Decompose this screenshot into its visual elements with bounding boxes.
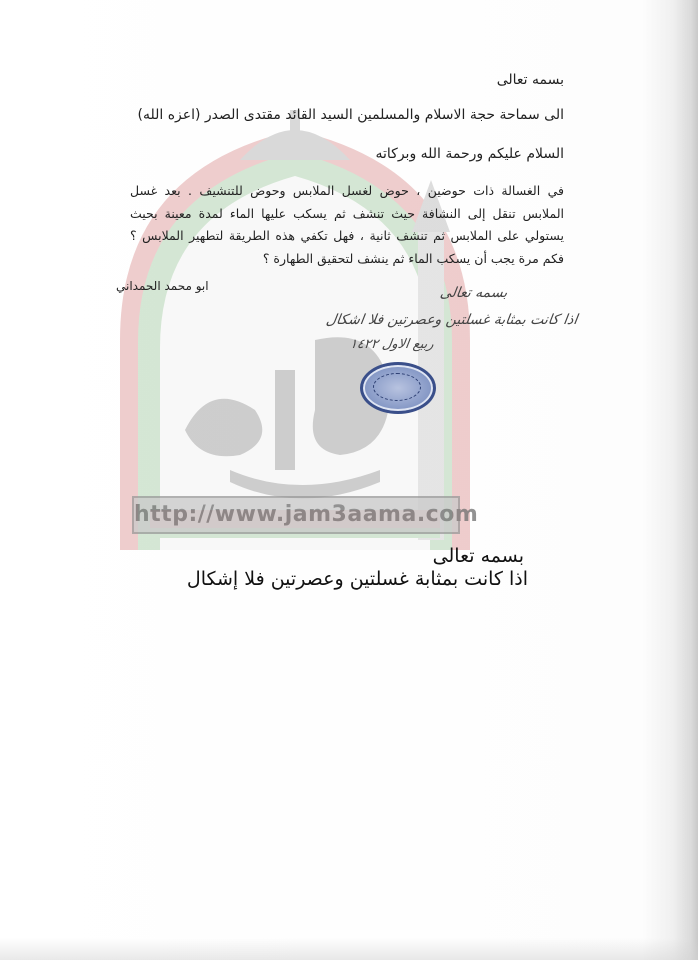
- page-bottom-shadow: [0, 938, 698, 960]
- letter-signer: ابو محمد الحمداني: [116, 279, 209, 293]
- mosque-watermark-logo: [90, 110, 500, 560]
- letter-question-paragraph: في الغسالة ذات حوضين ، حوض لغسل الملابس وحوض للتنشيف . بعد غسل الملابس تنقل إلى النشافة حيث تنشف ثم يسكب عليها الماء لمدة معينة بحيث يستولي على الملابس ثم تنشف ثانية ، فهل تكفي هذه الطريقة لتطهير الملابس ؟ فكم مرة يجب أن يسكب الماء ثم ينشف لتحقيق الطهارة ؟: [130, 183, 564, 266]
- handwritten-reply-text: اذا كانت بمثابة غسلتين وعصرتين فلا اشكال: [324, 312, 579, 328]
- letter-greeting: بسمه تعالى: [496, 72, 564, 88]
- handwritten-date: ربيع الاول ١٤٢٢: [348, 337, 435, 352]
- page-edge-shadow: [674, 0, 698, 960]
- letter-addressee: الى سماحة حجة الاسلام والمسلمين السيد القائد مقتدى الصدر (اعزه الله): [137, 107, 564, 123]
- typed-answer-greeting: بسمه تعالى: [432, 545, 524, 567]
- watermark-url: http://www.jam3aama.com: [132, 496, 460, 534]
- letter-salutation: السلام عليكم ورحمة الله وبركاته: [375, 146, 564, 162]
- office-seal-stamp: [360, 362, 436, 414]
- handwritten-greeting: بسمه تعالى: [438, 285, 509, 301]
- typed-answer-text: اذا كانت بمثابة غسلتين وعصرتين فلا إشكال: [186, 568, 528, 590]
